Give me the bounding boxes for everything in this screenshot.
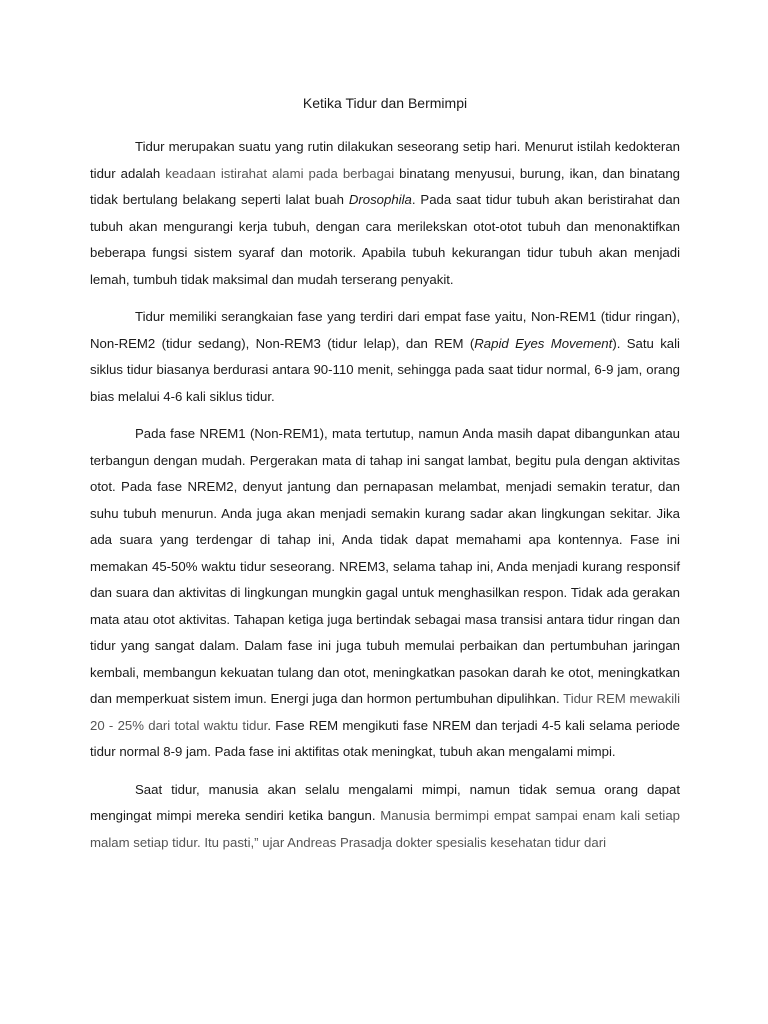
document-title: Ketika Tidur dan Bermimpi bbox=[302, 95, 468, 111]
paragraph-2 bbox=[90, 304, 680, 410]
paragraph-4 bbox=[90, 777, 680, 857]
paragraph-2-text-a: Tidur memiliki serangkaian fase yang terdiri dari empat fase yaitu, Non-REM1 (tidur ringan), Non-REM2 (tidur sedang), Non-REM3 (tidur lelap), dan REM ( bbox=[90, 309, 680, 351]
paragraph-1-text-e: . Pada saat tidur tubuh akan beristirahat dan tubuh akan mengurangi kerja tubuh, dengan cara merilekskan otot-otot tubuh dan menonaktifkan beberapa fungsi sistem syaraf dan motorik. Apabila tubuh kekurangan tidur tubuh akan menjadi lemah, tumbuh tidak maksimal dan mudah terserang penyakit. bbox=[90, 192, 680, 287]
paragraph-4-text-a: Saat tidur, manusia akan selalu mengalami mimpi, namun tidak semua orang dapat mengingat mimpi mereka sendiri ketika bangun. bbox=[90, 781, 680, 823]
paragraph-1-text-b: keadaan istirahat alami pada berbagai bbox=[165, 165, 395, 181]
paragraph-4-text-b: Manusia bermimpi empat sampai enam kali setiap malam setiap tidur. Itu pasti,” ujar Andreas Prasadja dokter spesialis kesehatan tidur dari bbox=[90, 808, 680, 850]
paragraph-3-text-b: Tidur REM mewakili 20 - 25% dari total waktu tidur bbox=[90, 691, 680, 733]
paragraph-1-text-a: Tidur merupakan suatu yang rutin dilakukan seseorang setip hari. Menurut istilah kedokteran tidur adalah bbox=[90, 139, 680, 181]
paragraph-3-text-a: Pada fase NREM1 (Non-REM1), mata tertutup, namun Anda masih dapat dibangunkan atau terbangun dengan mudah. Pergerakan mata di tahap ini sangat lambat, begitu pula dengan aktivitas otot. Pada fase NREM2, denyut jantung dan pernapasan melambat, menjadi semakin teratur, dan suhu tubuh menurun. Anda juga akan menjadi semakin kurang sadar akan lingkungan sekitar. Jika ada suara yang terdengar di tahap ini, Anda tidak dapat memahami apa kontennya. Fase ini memakan 45-50% waktu tidur seseorang. NREM3, selama tahap ini, Anda menjadi kurang responsif dan suara dan aktivitas di lingkungan mungkin gagal untuk menghasilkan respon. Tidak ada gerakan mata atau otot aktivitas. Tahapan ketiga juga bertindak sebagai masa transisi antara tidur ringan dan tidur yang sangat dalam. Dalam fase ini juga tubuh memulai perbaikan dan pertumbuhan jaringan kembali, membangun kekuatan tulang dan otot, meningkatkan pasokan darah ke otot, meningkatkan dan memperkuat sistem imun. Energi juga dan hormon pertumbuhan dipulihkan. bbox=[90, 426, 680, 706]
paragraph-1 bbox=[90, 134, 680, 293]
paragraph-3-text-c: . Fase REM mengikuti fase NREM dan terjadi 4-5 kali selama periode tidur normal 8-9 jam. Pada fase ini aktifitas otak meningkat, tubuh akan mengalami mimpi. bbox=[90, 717, 681, 759]
paragraph-1-italic-term: Drosophila bbox=[348, 192, 412, 207]
paragraph-1-text-c: binatang menyusui, burung, ikan, dan binatang tidak bertulang belakang seperti lalat buah bbox=[90, 165, 681, 207]
paragraph-3 bbox=[90, 421, 680, 766]
paragraph-2-text-c: ). Satu kali siklus tidur biasanya berdurasi antara 90-110 menit, sehingga pada saat tidur normal, 6-9 jam, orang bias melalui 4-6 kali siklus tidur. bbox=[90, 335, 680, 404]
paragraph-2-italic-term: Rapid Eyes Movement bbox=[474, 335, 613, 351]
